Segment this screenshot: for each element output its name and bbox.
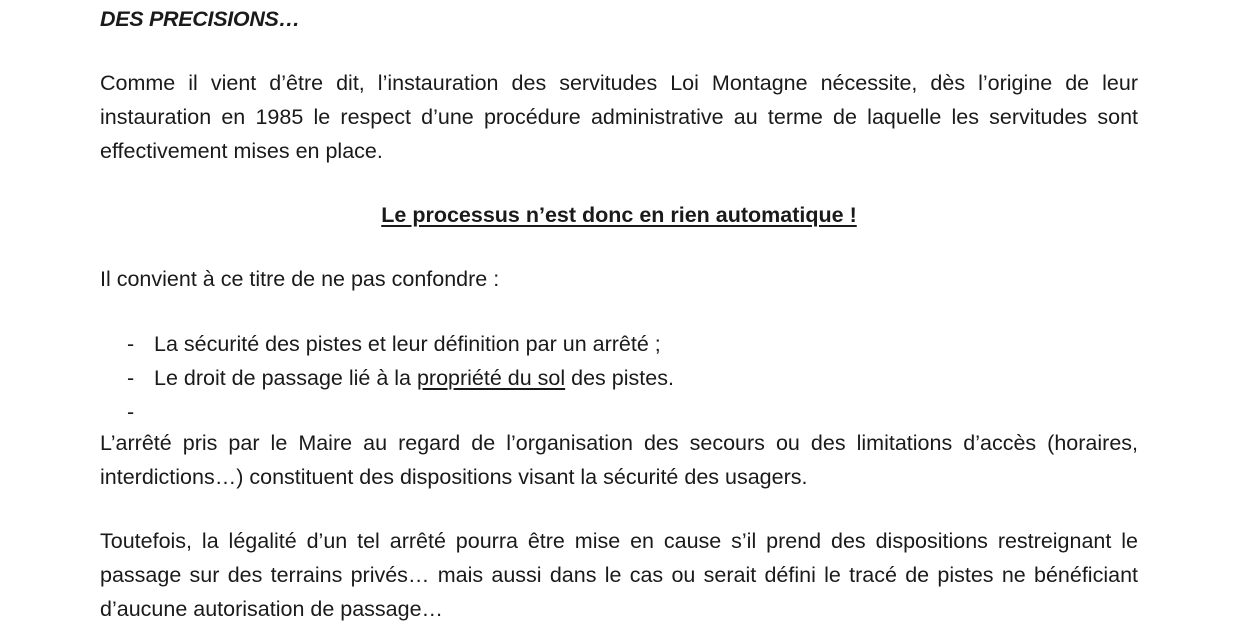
list-item-text — [154, 361, 674, 395]
list-item-text: La sécurité des pistes et leur définition par un arrêté ; — [154, 332, 661, 356]
paragraph-arrete: L’arrêté pris par le Maire au regard de l’organisation des secours ou des limitations d’accès (horaires, interdictions…) constituent des dispositions visant la sécurité des usagers. — [100, 431, 1138, 489]
list-item — [127, 395, 1127, 429]
list-item — [127, 361, 1127, 395]
list-dash: - — [127, 366, 135, 390]
bullet-list — [127, 327, 1127, 429]
list-dash: - — [127, 400, 135, 424]
paragraph-distinction: Il convient à ce titre de ne pas confondre : — [100, 267, 500, 291]
paragraph-intro: Comme il vient d’être dit, l’instauration des servitudes Loi Montagne nécessite, dès l’origine de leur instauration en 1985 le respect d’une procédure administrative au terme de laquelle les servitudes sont effectivement mises en place. — [100, 71, 1138, 163]
list-item-text-end: des pistes. — [565, 366, 674, 390]
underlined-term: propriété du sol — [416, 366, 566, 390]
section-heading: DES PRECISIONS… — [100, 7, 300, 31]
emphasis-text: Le processus n’est donc en rien automatique ! — [381, 203, 857, 227]
list-item — [127, 327, 1127, 361]
list-dash: - — [127, 332, 135, 356]
paragraph-legalite: Toutefois, la légalité d’un tel arrêté pourra être mise en cause s’il prend des dispositions restreignant le passage sur des terrains privés… mais aussi dans le cas ou serait défini le tracé de pistes ne bénéficiant d’aucune autorisation de passage… — [100, 529, 1138, 621]
list-item-text-start: Le droit de passage lié à la — [154, 366, 417, 390]
emphasis-line — [100, 198, 1138, 232]
